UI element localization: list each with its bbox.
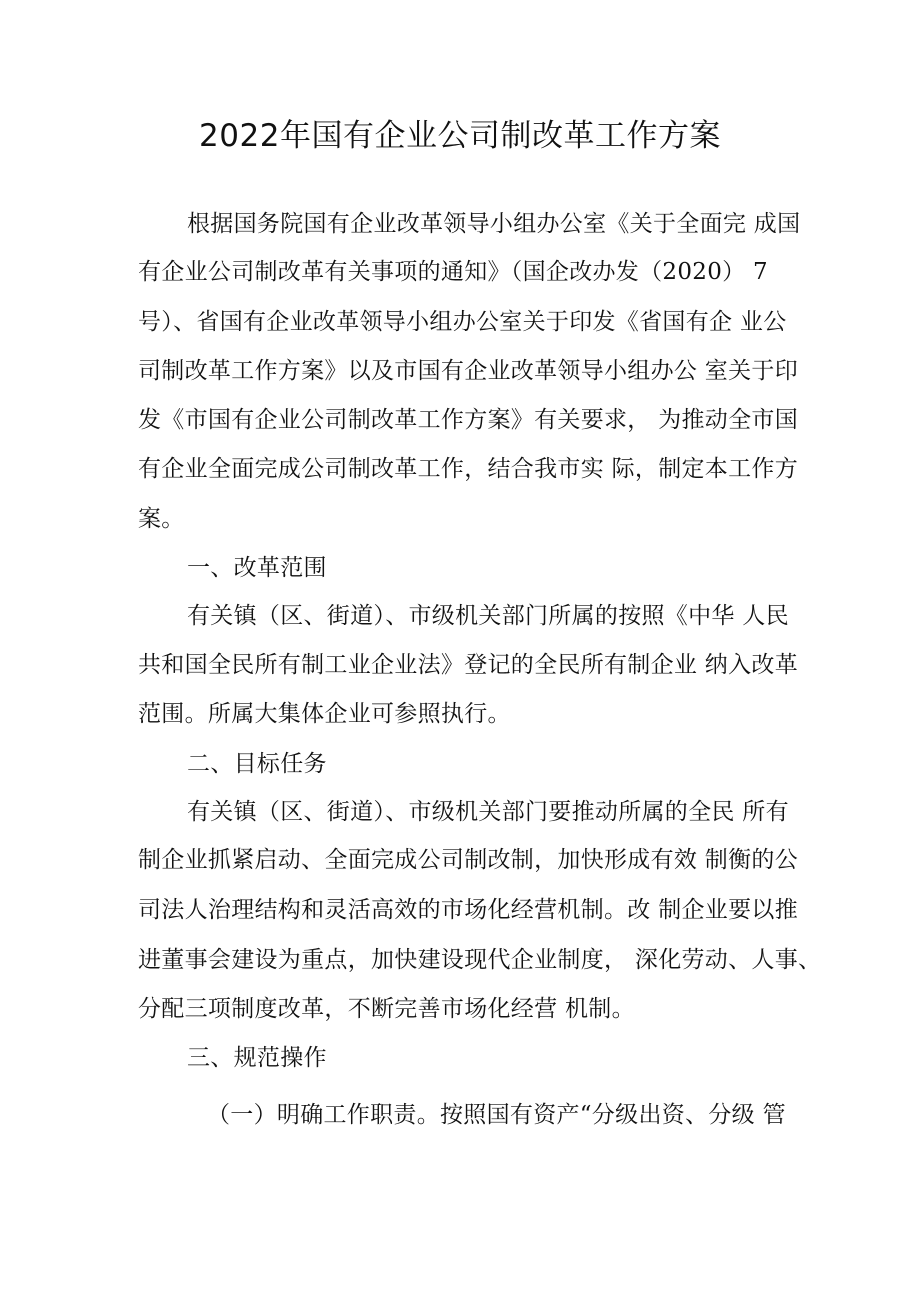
- paragraph-line: 有企业全面完成公司制改革工作，结合我市实 际，制定本工作方: [138, 456, 799, 482]
- paragraph-line: 进董事会建设为重点，加快建设现代企业制度， 深化劳动、人事、: [138, 947, 822, 973]
- paragraph-line: 分配三项制度改革，不断完善市场化经营 机制。: [138, 996, 635, 1022]
- paragraph-line: 有关镇（区、街道）、市级机关部门要推动所属的全民 所有: [187, 799, 789, 825]
- section-heading: 三、规范操作: [187, 1045, 327, 1071]
- paragraph-line: 案。: [138, 506, 185, 532]
- section-heading: 二、目标任务: [187, 751, 327, 777]
- section-heading: 一、改革范围: [187, 555, 327, 581]
- document-title: 2022年国有企业公司制改革工作方案: [199, 118, 721, 154]
- paragraph-line: 制企业抓紧启动、全面完成公司制改制，加快形成有效 制衡的公: [138, 847, 799, 873]
- paragraph-line: 号）、省国有企业改革领导小组办公室关于印发《省国有企 业公: [138, 309, 787, 335]
- paragraph-line: 根据国务院国有企业改革领导小组办公室《关于全面完 成国: [187, 211, 801, 237]
- paragraph-line: （一）明确工作职责。按照国有资产“分级出资、分级 管: [207, 1102, 786, 1128]
- paragraph-line: 司制改革工作方案》以及市国有企业改革领导小组办公 室关于印: [138, 358, 799, 384]
- paragraph-line: 范围。所属大集体企业可参照执行。: [138, 701, 511, 727]
- paragraph-line: 共和国全民所有制工业企业法》登记的全民所有制企业 纳入改革: [138, 652, 799, 678]
- paragraph-line: 司法人治理结构和灵活高效的市场化经营机制。改 制企业要以推: [138, 897, 799, 923]
- paragraph-line: 有关镇（区、街道）、市级机关部门所属的按照《中华 人民: [187, 603, 789, 629]
- paragraph-line: 有企业公司制改革有关事项的通知》（国企改办发（2020） 7: [138, 259, 768, 285]
- paragraph-line: 发《市国有企业公司制改革工作方案》有关要求， 为推动全市国: [138, 407, 799, 433]
